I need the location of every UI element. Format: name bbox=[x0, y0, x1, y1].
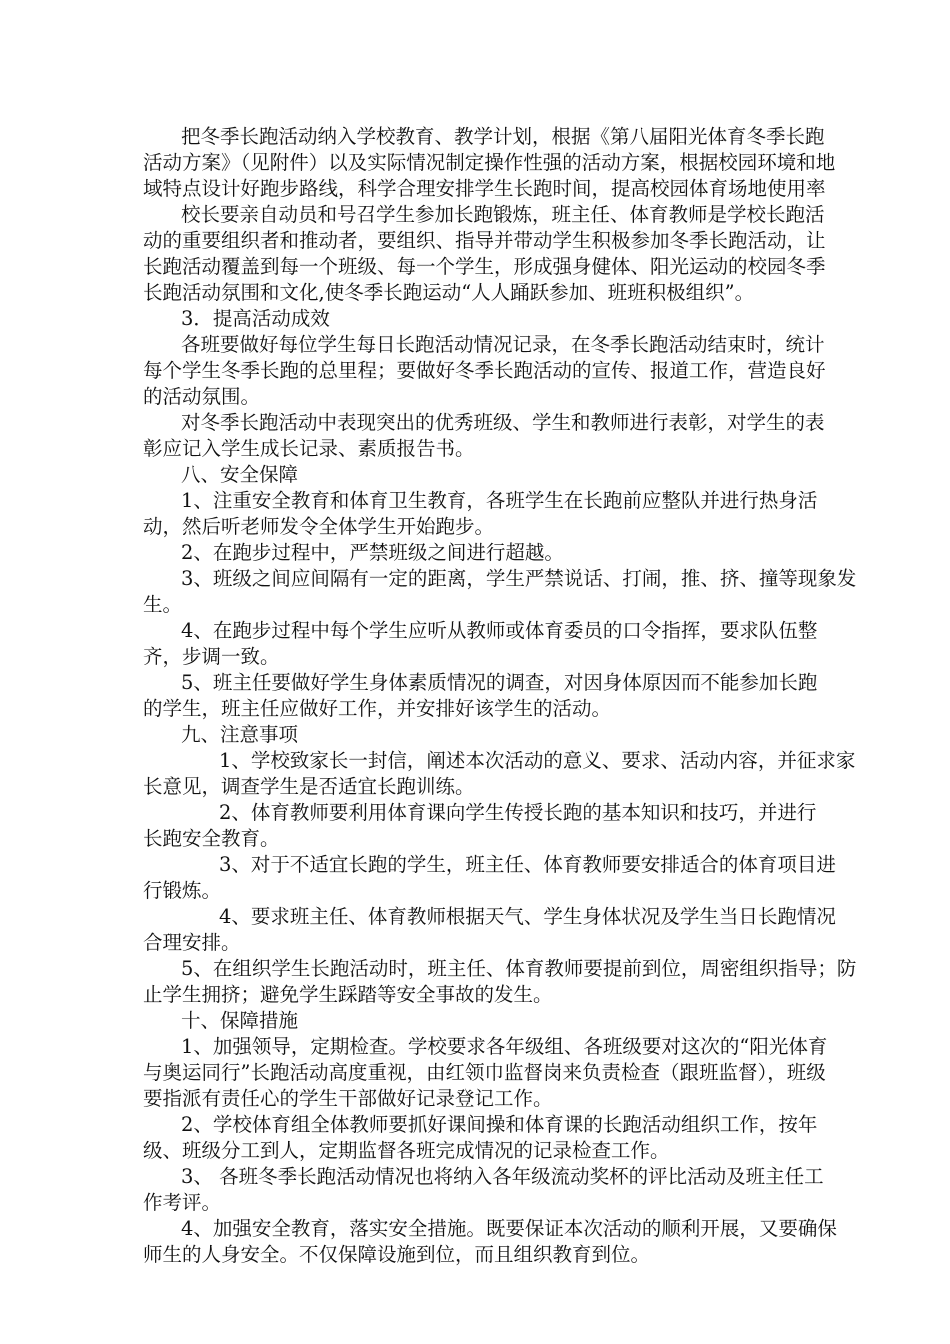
text-line: 3、 各班冬季长跑活动情况也将纳入各年级流动奖杯的评比活动及班主任工 bbox=[181, 1165, 824, 1188]
text-line: 生。 bbox=[143, 593, 183, 616]
text-line: 止学生拥挤；避免学生踩踏等安全事故的发生。 bbox=[143, 983, 553, 1006]
text-line: 长跑活动覆盖到每一个班级、每一个学生，形成强身健体、阳光运动的校园冬季 bbox=[143, 255, 826, 278]
text-line: 5、在组织学生长跑活动时，班主任、体育教师要提前到位，周密组织指导；防 bbox=[181, 957, 857, 980]
text-line: 长跑安全教育。 bbox=[143, 827, 280, 850]
text-line: 与奥运同行”长跑活动高度重视，由红领巾监督岗来负责检查（跟班监督），班级 bbox=[143, 1061, 826, 1084]
text-line: 5、班主任要做好学生身体素质情况的调查，对因身体原因而不能参加长跑 bbox=[181, 671, 818, 694]
section-heading: 九、注意事项 bbox=[181, 723, 299, 746]
text-line: 3、班级之间应间隔有一定的距离，学生严禁说话、打闹，推、挤、撞等现象发 bbox=[181, 567, 857, 590]
text-line: 动，然后听老师发令全体学生开始跑步。 bbox=[143, 515, 495, 538]
text-line: 2、在跑步过程中，严禁班级之间进行超越。 bbox=[181, 541, 564, 564]
text-line: 活动方案》（见附件）以及实际情况制定操作性强的活动方案，根据校园环境和地 bbox=[143, 151, 836, 174]
text-line: 行锻炼。 bbox=[143, 879, 222, 902]
text-line: 校长要亲自动员和号召学生参加长跑锻炼，班主任、体育教师是学校长跑活 bbox=[181, 203, 825, 226]
text-line: 3、对于不适宜长跑的学生，班主任、体育教师要安排适合的体育项目进 bbox=[219, 853, 836, 876]
text-line: 4、要求班主任、体育教师根据天气、学生身体状况及学生当日长跑情况 bbox=[219, 905, 836, 928]
text-line: 长跑活动氛围和文化,使冬季长跑运动“人人踊跃参加、班班积极组织”。 bbox=[143, 281, 755, 304]
text-line: 2、学校体育组全体教师要抓好课间操和体育课的长跑活动组织工作，按年 bbox=[181, 1113, 818, 1136]
text-line: 2、体育教师要利用体育课向学生传授长跑的基本知识和技巧，并进行 bbox=[219, 801, 817, 824]
text-line: 要指派有责任心的学生干部做好记录登记工作。 bbox=[143, 1087, 553, 1110]
text-line: 的学生，班主任应做好工作，并安排好该学生的活动。 bbox=[143, 697, 612, 720]
section-heading: 十、保障措施 bbox=[181, 1009, 299, 1032]
text-line: 合理安排。 bbox=[143, 931, 241, 954]
text-line: 1、学校致家长一封信，阐述本次活动的意义、要求、活动内容，并征求家 bbox=[219, 749, 856, 772]
text-line: 4、加强安全教育，落实安全措施。既要保证本次活动的顺利开展，又要确保 bbox=[181, 1217, 837, 1240]
text-line: 彰应记入学生成长记录、素质报告书。 bbox=[143, 437, 475, 460]
text-line: 长意见，调查学生是否适宜长跑训练。 bbox=[143, 775, 475, 798]
text-line: 动的重要组织者和推动者，要组织、指导并带动学生积极参加冬季长跑活动，让 bbox=[143, 229, 826, 252]
text-line: 对冬季长跑活动中表现突出的优秀班级、学生和教师进行表彰，对学生的表 bbox=[181, 411, 825, 434]
text-line: 把冬季长跑活动纳入学校教育、教学计划，根据《第八届阳光体育冬季长跑 bbox=[181, 125, 825, 148]
text-line: 师生的人身安全。不仅保障设施到位，而且组织教育到位。 bbox=[143, 1243, 651, 1266]
text-line: 域特点设计好跑步路线，科学合理安排学生长跑时间，提高校园体育场地使用率 bbox=[143, 177, 826, 200]
text-line: 4、在跑步过程中每个学生应听从教师或体育委员的口令指挥，要求队伍整 bbox=[181, 619, 818, 642]
section-heading: 八、安全保障 bbox=[181, 463, 299, 486]
text-line: 齐，步调一致。 bbox=[143, 645, 280, 668]
text-line: 各班要做好每位学生每日长跑活动情况记录，在冬季长跑活动结束时，统计 bbox=[181, 333, 825, 356]
text-line: 级、班级分工到人，定期监督各班完成情况的记录检查工作。 bbox=[143, 1139, 670, 1162]
text-line: 作考评。 bbox=[143, 1191, 222, 1214]
section-heading: 3．提高活动成效 bbox=[181, 307, 330, 330]
text-line: 1、注重安全教育和体育卫生教育，各班学生在长跑前应整队并进行热身活 bbox=[181, 489, 818, 512]
text-line: 的活动氛围。 bbox=[143, 385, 261, 408]
text-line: 每个学生冬季长跑的总里程；要做好冬季长跑活动的宣传、报道工作，营造良好 bbox=[143, 359, 826, 382]
text-line: 1、加强领导，定期检查。学校要求各年级组、各班级要对这次的“阳光体育 bbox=[181, 1035, 828, 1058]
